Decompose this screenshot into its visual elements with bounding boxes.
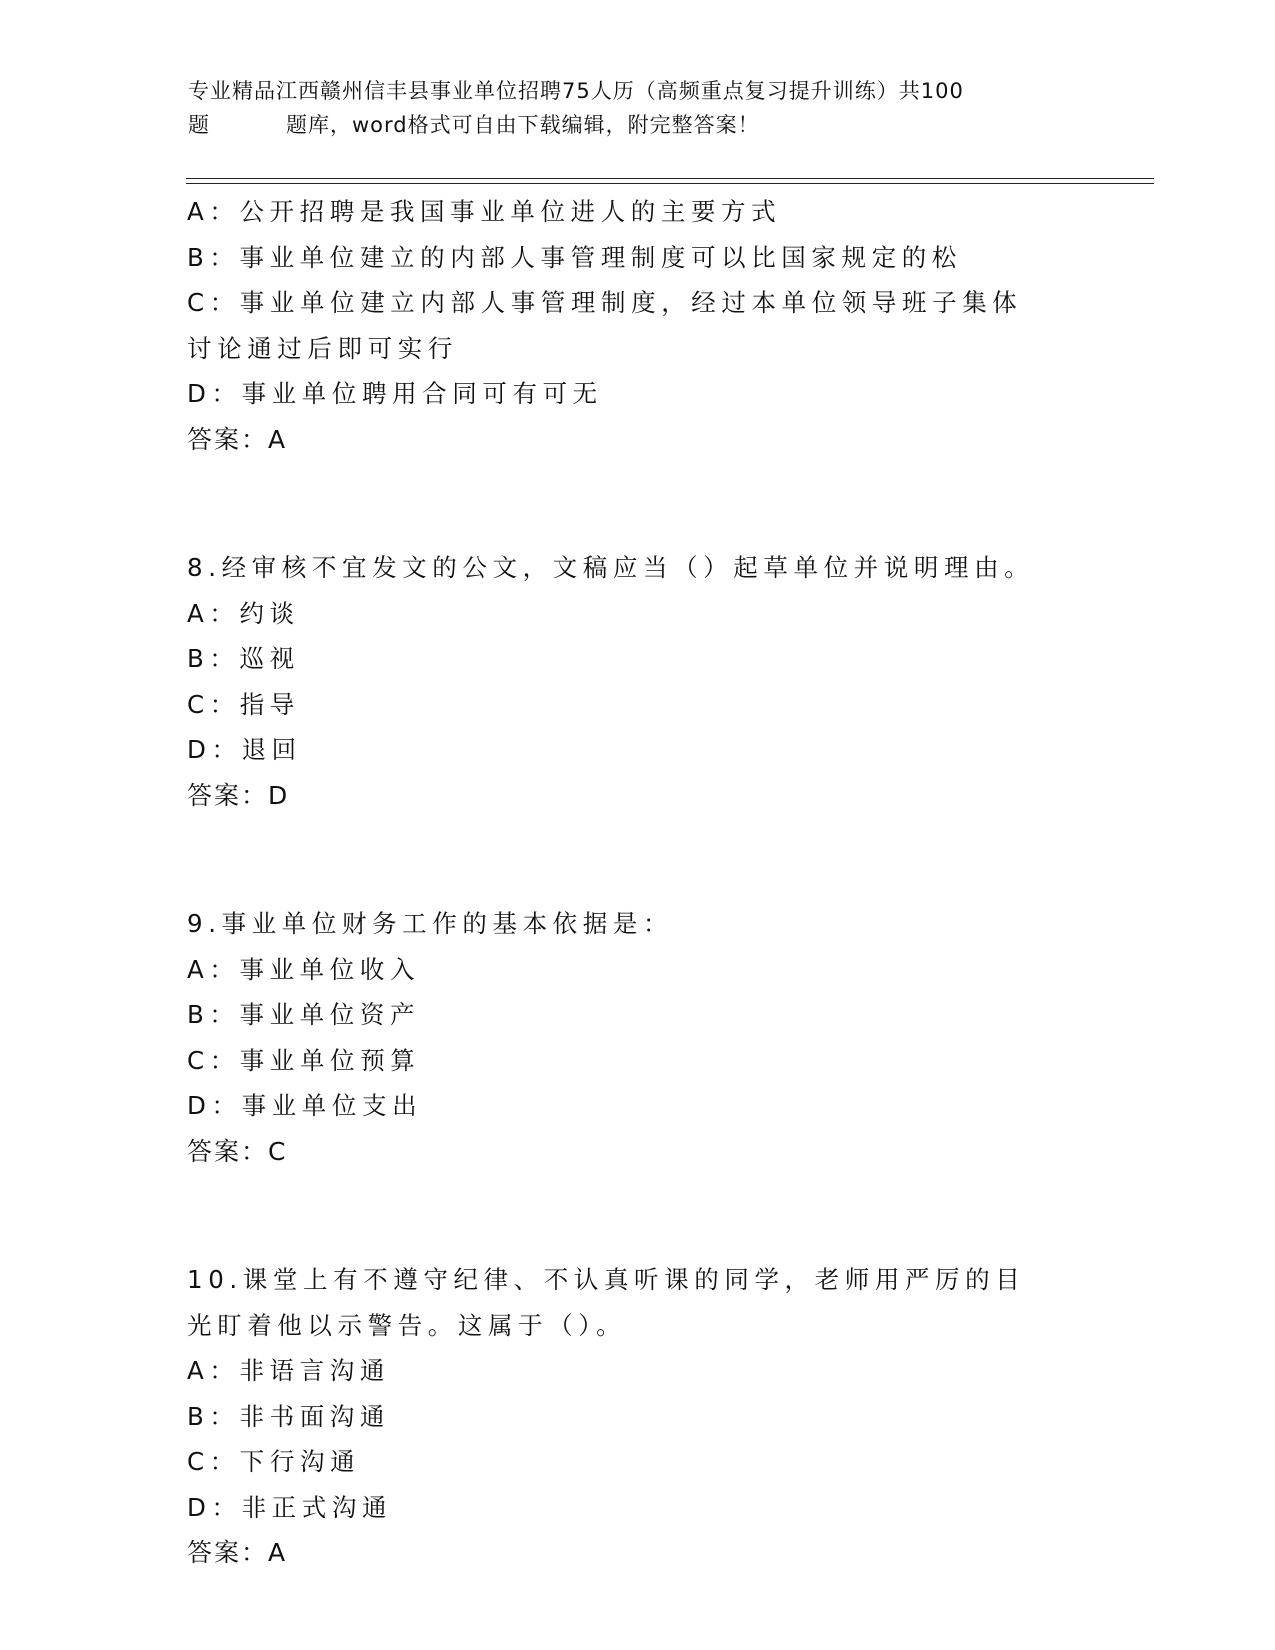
option-d: D：事业单位聘用合同可有可无 (187, 379, 603, 408)
option-b: B：非书面沟通 (187, 1401, 391, 1431)
question-text: 10.课堂上有不遵守纪律、不认真听课的同学，老师用严厉的目光盯着他以示警告。这属于（）。 (187, 1265, 1026, 1340)
header-line2-right: 题库，word格式可自由下载编辑，附完整答案！ (286, 113, 760, 137)
option-b: B：巡视 (187, 644, 300, 673)
question-block-9 (187, 901, 1087, 1174)
option-a: A：约谈 (187, 598, 300, 628)
option-d: D：退回 (187, 735, 302, 764)
option-c: C：下行沟通 (187, 1447, 361, 1476)
option-b: B：事业单位资产 (187, 1000, 421, 1029)
question-block-7 (187, 189, 1087, 462)
option-c: C：指导 (187, 689, 301, 719)
option-d: D：事业单位支出 (187, 1091, 423, 1120)
document-header (188, 74, 1088, 142)
header-divider-bottom (186, 183, 1154, 184)
question-list (187, 189, 1087, 1576)
header-title-line1: 专业精品江西赣州信丰县事业单位招聘75人历（高频重点复习提升训练）共100 (188, 79, 964, 103)
answer-label: 答案：D (187, 780, 290, 810)
question-text: 9.事业单位财务工作的基本依据是： (187, 909, 674, 938)
header-line2-left: 题 (188, 113, 210, 137)
option-d: D：非正式沟通 (187, 1492, 393, 1522)
header-divider-top (186, 178, 1154, 179)
option-a: A：非语言沟通 (187, 1356, 390, 1385)
question-text: 8.经审核不宜发文的公文，文稿应当（）起草单位并说明理由。 (187, 553, 1035, 582)
header-title-line2 (188, 108, 1088, 142)
option-a: A：公开招聘是我国事业单位进人的主要方式 (187, 197, 782, 226)
question-block-10 (187, 1257, 1087, 1576)
option-c: C：事业单位预算 (187, 1045, 421, 1075)
option-a: A：事业单位收入 (187, 954, 421, 984)
answer-label: 答案：A (187, 1538, 288, 1567)
option-c: C：事业单位建立内部人事管理制度，经过本单位领导班子集体讨论通过后即可实行 (187, 288, 1023, 363)
question-block-8 (187, 545, 1087, 818)
option-b: B：事业单位建立的内部人事管理制度可以比国家规定的松 (187, 242, 962, 272)
answer-label: 答案：C (187, 1136, 288, 1166)
answer-label: 答案：A (187, 424, 288, 454)
